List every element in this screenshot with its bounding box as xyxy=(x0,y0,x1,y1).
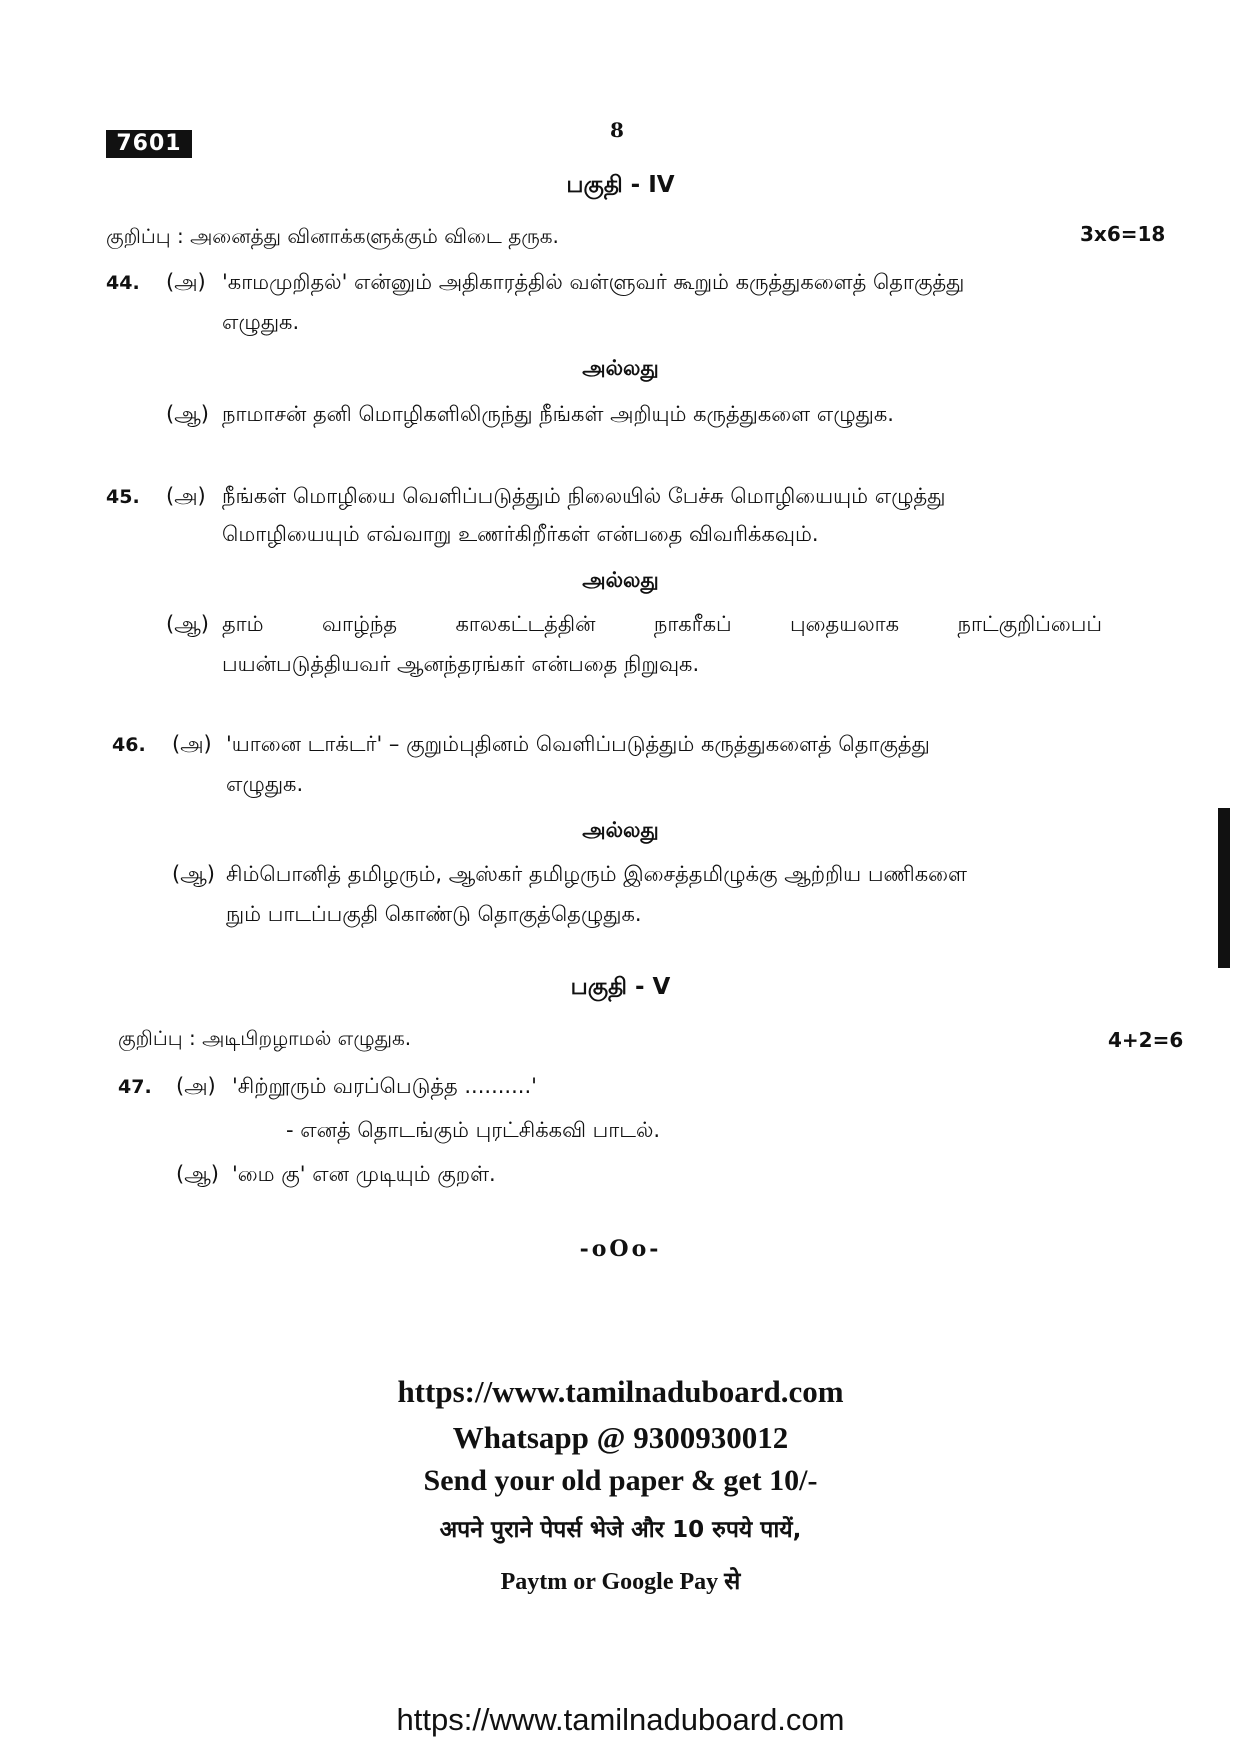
question-46a-line2: எழுதுக. xyxy=(226,772,304,796)
question-45-or-label: அல்லது xyxy=(582,568,659,592)
question-45b-label: (ஆ) xyxy=(166,612,209,636)
question-45b-line2: பயன்படுத்தியவர் ஆனந்தரங்கர் என்பதை நிறுவுக. xyxy=(222,652,700,676)
promo-hindi: अपने पुराने पेपर्स भेजे और 10 रुपये पायें, xyxy=(439,1517,802,1543)
question-44-number: 44. xyxy=(106,272,140,294)
promo-url[interactable]: https://www.tamilnaduboard.com xyxy=(397,1374,844,1409)
question-47b-label: (ஆ) xyxy=(176,1162,219,1186)
part4-marks: 3x6=18 xyxy=(1080,222,1166,246)
question-44a-line1: 'காமமுறிதல்' என்னும் அதிகாரத்தில் வள்ளுவர் கூறும் கருத்துகளைத் தொகுத்து xyxy=(222,270,965,294)
question-45-number: 45. xyxy=(106,486,140,508)
part4-note: குறிப்பு : அனைத்து வினாக்களுக்கும் விடை தருக. xyxy=(106,224,559,248)
question-46b-line2: நும் பாடப்பகுதி கொண்டு தொகுத்தெழுதுக. xyxy=(226,902,642,926)
question-45a-line1: நீங்கள் மொழியை வெளிப்படுத்தும் நிலையில் பேச்சு மொழியையும் எழுத்து xyxy=(222,484,946,508)
part5-marks: 4+2=6 xyxy=(1108,1028,1184,1052)
part4-title: பகுதி - IV xyxy=(566,172,675,198)
end-mark: -oOo- xyxy=(579,1236,662,1262)
question-45a-line2: மொழியையும் எவ்வாறு உணர்கிறீர்கள் என்பதை விவரிக்கவும். xyxy=(222,522,819,546)
question-46a-label: (அ) xyxy=(172,732,212,756)
footer-url[interactable]: https://www.tamilnaduboard.com xyxy=(396,1702,845,1737)
question-44a-line2: எழுதுக. xyxy=(222,310,300,334)
scan-edge-mark xyxy=(1218,808,1230,968)
question-44b-label: (ஆ) xyxy=(166,402,209,426)
promo-send: Send your old paper & get 10/- xyxy=(423,1464,818,1497)
question-47a-line1: 'சிற்றூரும் வரப்பெடுத்த ..........' xyxy=(232,1074,537,1098)
question-46a-line1: 'யானை டாக்டர்' – குறும்புதினம் வெளிப்படுத்தும் கருத்துகளைத் தொகுத்து xyxy=(226,732,930,756)
question-44-or-label: அல்லது xyxy=(582,356,659,380)
question-47-number: 47. xyxy=(118,1076,152,1098)
question-45a-label: (அ) xyxy=(166,484,206,508)
question-46b-label: (ஆ) xyxy=(172,862,215,886)
question-47b-line1: 'மை கு' என முடியும் குறள். xyxy=(232,1162,496,1186)
promo-payment: Paytm or Google Pay से xyxy=(500,1569,741,1595)
promo-whatsapp: Whatsapp @ 9300930012 xyxy=(452,1420,789,1455)
question-47a-line2: - எனத் தொடங்கும் புரட்சிக்கவி பாடல். xyxy=(286,1118,661,1142)
question-46-number: 46. xyxy=(112,734,146,756)
page-number: 8 xyxy=(610,118,624,142)
question-47a-label: (அ) xyxy=(176,1074,216,1098)
question-46-or-label: அல்லது xyxy=(582,818,659,842)
paper-code-badge: 7601 xyxy=(106,130,192,158)
part5-title: பகுதி - V xyxy=(570,974,671,1000)
question-45b-line1: தாம் வாழ்ந்த காலகட்டத்தின் நாகரீகப் புதையலாக நாட்குறிப்பைப் xyxy=(222,612,1102,636)
question-46b-line1: சிம்பொனித் தமிழரும், ஆஸ்கர் தமிழரும் இசைத்தமிழுக்கு ஆற்றிய பணிகளை xyxy=(226,862,967,886)
question-44b-line1: நாமாசன் தனி மொழிகளிலிருந்து நீங்கள் அறியும் கருத்துகளை எழுதுக. xyxy=(222,402,894,426)
part5-note: குறிப்பு : அடிபிறழாமல் எழுதுக. xyxy=(118,1026,412,1050)
question-44a-label: (அ) xyxy=(166,270,206,294)
